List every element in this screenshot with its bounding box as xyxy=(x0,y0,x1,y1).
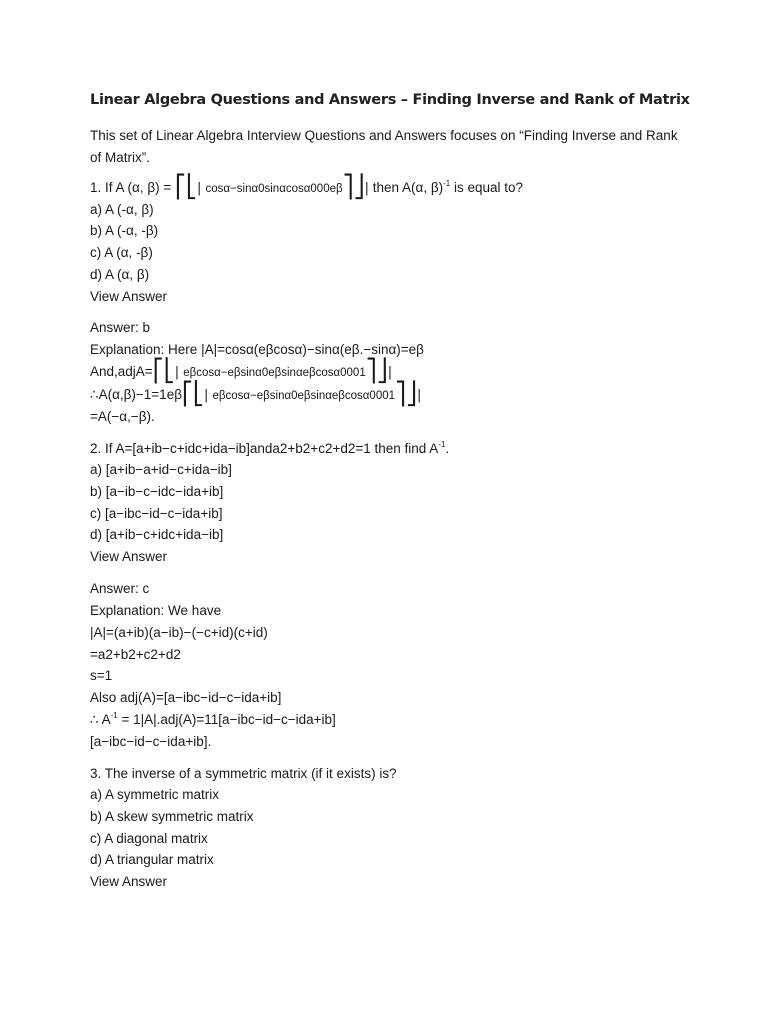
question-3: 3. The inverse of a symmetric matrix (if it exists) is? xyxy=(90,766,397,781)
view-answer-link[interactable]: View Answer xyxy=(90,289,168,304)
option-c: c) A diagonal matrix xyxy=(90,831,208,846)
view-answer-link[interactable]: View Answer xyxy=(90,874,168,889)
option-d: d) A (α, β) xyxy=(90,267,150,282)
option-b: b) [a−ib−c−idc−ida+ib] xyxy=(90,484,224,499)
page-title: Linear Algebra Questions and Answers – Finding Inverse and Rank of Matrix xyxy=(90,92,690,108)
option-a: a) A symmetric matrix xyxy=(90,787,220,802)
option-b: b) A (-α, -β) xyxy=(90,223,159,238)
left-bar-icon: | xyxy=(203,388,213,403)
option-c: c) A (α, -β) xyxy=(90,245,153,260)
option-d: d) [a+ib−c+idc+ida−ib] xyxy=(90,527,224,542)
explanation-2-line-2: |A|=(a+ib)(a−ib)−(−c+id)(c+id) xyxy=(90,625,268,640)
explanation-1-line-3: ∴A(α,β)−1=1eβ⎡⎣| eβcosα−eβsinα0eβsinαeβcosα0001⎤⎦| xyxy=(90,382,422,407)
explanation-2-line-3: =a2+b2+c2+d2 xyxy=(90,647,181,662)
question-1: 1. If A (α, β) = ⎡⎣| cosα−sinα0sinαcosα000eβ⎤⎦| then A(α, β)$^{-1}$ is equal to? xyxy=(90,175,524,200)
adj-matrix: eβcosα−eβsinα0eβsinαeβcosα0001 xyxy=(183,367,366,379)
explanation-2-line-7: [a−ibc−id−c−ida+ib]. xyxy=(90,734,212,749)
inverse-matrix: eβcosα−eβsinα0eβsinαeβcosα0001 xyxy=(212,390,396,402)
explanation-1-line-2: And,adjA=⎡⎣| eβcosα−eβsinα0eβsinαeβcosα0001⎤⎦| xyxy=(90,359,393,384)
option-d: d) A triangular matrix xyxy=(90,852,214,867)
view-answer-link[interactable]: View Answer xyxy=(90,549,168,564)
option-b: b) A skew symmetric matrix xyxy=(90,809,254,824)
question-1-matrix: cosα−sinα0sinαcosα000eβ xyxy=(205,183,343,195)
option-a: a) [a+ib−a+id−c+ida−ib] xyxy=(90,462,232,477)
right-bar-icon: | xyxy=(364,181,369,196)
explanation-1-line-4: =A(−α,−β). xyxy=(90,409,155,424)
left-bar-icon: | xyxy=(174,365,184,380)
explanation-2-line-5: Also adj(A)=[a−ibc−id−c−ida+ib] xyxy=(90,690,282,705)
question-2: 2. If A=[a+ib−c+idc+ida−ib]anda2+b2+c2+d2=1 then find $A^{-1}$. xyxy=(90,440,450,456)
right-bar-icon: | xyxy=(387,365,393,380)
answer-2: Answer: c xyxy=(90,581,150,596)
option-a: a) A (-α, β) xyxy=(90,202,154,217)
explanation-2-line-4: s=1 xyxy=(90,668,113,683)
explanation-1-line-1: Explanation: Here |A|=cosα(eβcosα)−sinα(eβ.−sinα)=eβ xyxy=(90,342,424,357)
answer-1: Answer: b xyxy=(90,320,151,335)
explanation-2-line-1: Explanation: We have xyxy=(90,603,222,618)
option-c: c) [a−ibc−id−c−ida+ib] xyxy=(90,506,223,521)
intro-paragraph: This set of Linear Algebra Interview Questions and Answers focuses on “Finding Inverse and Rank of Matrix”. xyxy=(90,128,678,165)
explanation-2-line-6: ∴ $A^{-1} = 1|A|.adj(A)=11[a-ibc-id-c-ida+ib]$ xyxy=(90,711,336,727)
right-bar-icon: | xyxy=(417,388,422,403)
left-bar-icon: | xyxy=(196,181,206,196)
